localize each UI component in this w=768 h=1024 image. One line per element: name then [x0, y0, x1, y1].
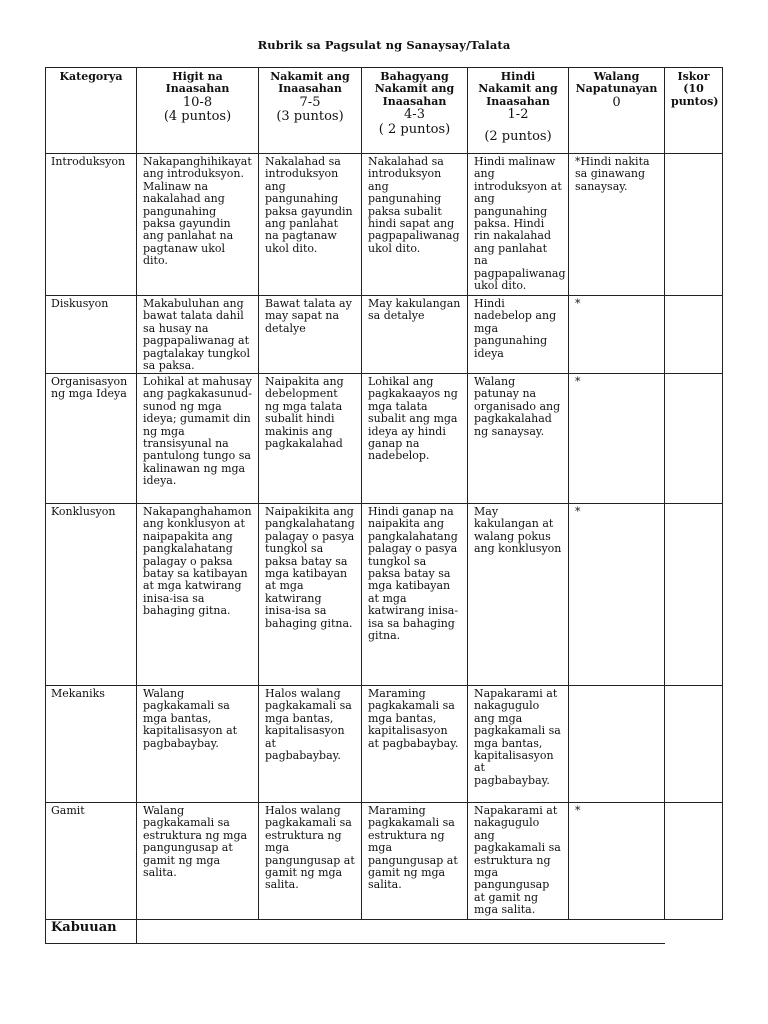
table-row [46, 803, 723, 920]
criteria-cell: Walang patunay na organisado ang pagkakalahad ng sanaysay. [468, 374, 569, 504]
row-category: Organisasyon ng mga Ideya [46, 374, 137, 504]
total-spacer [665, 920, 723, 944]
criteria-cell: Naipakita ang debelopment ng mga talata subalit hindi makinis ang pagkakalahad [259, 374, 362, 504]
criteria-cell: Nakapanghihikayat ang introduksyon. Malinaw na nakalahad ang pangunahing paksa gayundin ang panlahat na pagtanaw ukol dito. [137, 154, 259, 296]
criteria-cell: * [569, 296, 665, 374]
level-name: Hindi Nakamit ang Inaasahan [478, 70, 558, 108]
criteria-cell: Nakalahad sa introduksyon ang pangunahing paksa subalit hindi sapat ang pagpapaliwanag ukol dito. [362, 154, 468, 296]
header-category: Kategorya [46, 68, 137, 154]
table-row [46, 154, 723, 296]
criteria-cell: Lohikal ang pagkakaayos ng mga talata subalit ang mga ideya ay hindi ganap na nadebelop. [362, 374, 468, 504]
row-category: Konklusyon [46, 504, 137, 686]
level-points: (4 puntos) [163, 109, 232, 125]
criteria-cell: Makabuluhan ang bawat talata dahil sa husay na pagpapaliwanag at pagtalakay tungkol sa paksa. [137, 296, 259, 374]
header-level-5 [569, 68, 665, 154]
criteria-cell: * [569, 803, 665, 920]
table-row [46, 686, 723, 803]
document-title: Rubrik sa Pagsulat ng Sanaysay/Talata [257, 38, 511, 52]
level-range: 7-5 [299, 94, 321, 110]
table-row [46, 504, 723, 686]
criteria-cell: Napakarami at nakagugulo ang pagkakamali sa estruktura ng mga pangungusap at gamit ng mga salita. [468, 803, 569, 920]
criteria-cell: * [569, 504, 665, 686]
row-category: Gamit [46, 803, 137, 920]
level-range: 1-2 [507, 107, 529, 123]
level-points: ( 2 puntos) [378, 121, 451, 137]
header-score: Iskor (10 puntos) [665, 68, 723, 154]
level-points: (2 puntos) [484, 128, 552, 144]
criteria-cell: Nakalahad sa introduksyon ang pangunahing paksa gayundin ang panlahat na pagtanaw ukol dito. [259, 154, 362, 296]
header-row [46, 68, 723, 154]
criteria-cell: Walang pagkakamali sa estruktura ng mga pangungusap at gamit ng mga salita. [137, 803, 259, 920]
score-cell[interactable] [665, 803, 723, 920]
table-row [46, 296, 723, 374]
criteria-cell [569, 686, 665, 803]
level-name: Nakamit ang Inaasahan [270, 70, 350, 96]
score-cell[interactable] [665, 504, 723, 686]
row-category: Mekaniks [46, 686, 137, 803]
header-level-4 [468, 68, 569, 154]
level-range: 10-8 [182, 94, 213, 110]
criteria-cell: Halos walang pagkakamali sa mga bantas, kapitalisasyon at pagbabaybay. [259, 686, 362, 803]
criteria-cell: Bawat talata ay may sapat na detalye [259, 296, 362, 374]
criteria-cell: Walang pagkakamali sa mga bantas, kapitalisasyon at pagbabaybay. [137, 686, 259, 803]
criteria-cell: May kakulangan at walang pokus ang konklusyon [468, 504, 569, 686]
criteria-cell: Halos walang pagkakamali sa estruktura ng mga pangungusap at gamit ng mga salita. [259, 803, 362, 920]
total-row [46, 920, 723, 944]
criteria-cell: Lohikal at mahusay ang pagkakasunud-sunod ng mga ideya; gumamit din ng mga transisyunal na pantulong tungo sa kalinawan ng mga ideya. [137, 374, 259, 504]
criteria-cell: Maraming pagkakamali sa estruktura ng mga pangungusap at gamit ng mga salita. [362, 803, 468, 920]
criteria-cell: Hindi nadebelop ang mga pangunahing ideya [468, 296, 569, 374]
criteria-cell: Nakapanghahamon ang konklusyon at naipapakita ang pangkalahatang palagay o paksa batay sa katibayan at mga katwirang inisa-isa sa bahaging gitna. [137, 504, 259, 686]
header-level-2 [259, 68, 362, 154]
criteria-cell: Napakarami at nakagugulo ang mga pagkakamali sa mga bantas, kapitalisasyon at pagbabaybay. [468, 686, 569, 803]
criteria-cell: Hindi ganap na naipakita ang pangkalahatang palagay o pasya tungkol sa paksa batay sa mga katibayan at mga katwirang inisa-isa sa bahaging gitna. [362, 504, 468, 686]
total-label: Kabuuan [46, 920, 137, 944]
level-name: Bahagyang Nakamit ang Inaasahan [374, 70, 455, 108]
score-cell[interactable] [665, 686, 723, 803]
row-category: Diskusyon [46, 296, 137, 374]
rubric-body [46, 154, 723, 944]
level-range: 0 [612, 94, 621, 110]
criteria-cell: May kakulangan sa detalye [362, 296, 468, 374]
rubric-table [45, 67, 723, 944]
score-cell[interactable] [665, 374, 723, 504]
level-points: (3 puntos) [276, 109, 344, 125]
total-value[interactable] [137, 920, 665, 944]
table-row [46, 374, 723, 504]
row-category: Introduksyon [46, 154, 137, 296]
score-cell[interactable] [665, 154, 723, 296]
header-level-1 [137, 68, 259, 154]
level-range: 4-3 [404, 107, 425, 123]
level-name: Higit na Inaasahan [165, 70, 230, 96]
criteria-cell: Hindi malinaw ang introduksyon at ang pangunahing paksa. Hindi rin nakalahad ang panlahat na pagpapaliwanag ukol dito. [468, 154, 569, 296]
level-name: Walang Napatunayan [575, 70, 658, 96]
header-level-3 [362, 68, 468, 154]
score-cell[interactable] [665, 296, 723, 374]
criteria-cell: * [569, 374, 665, 504]
criteria-cell: Maraming pagkakamali sa mga bantas, kapitalisasyon at pagbabaybay. [362, 686, 468, 803]
criteria-cell: *Hindi nakita sa ginawang sanaysay. [569, 154, 665, 296]
criteria-cell: Naipakikita ang pangkalahatang palagay o pasya tungkol sa paksa batay sa mga katibayan at mga katwirang inisa-isa sa bahaging gitna. [259, 504, 362, 686]
